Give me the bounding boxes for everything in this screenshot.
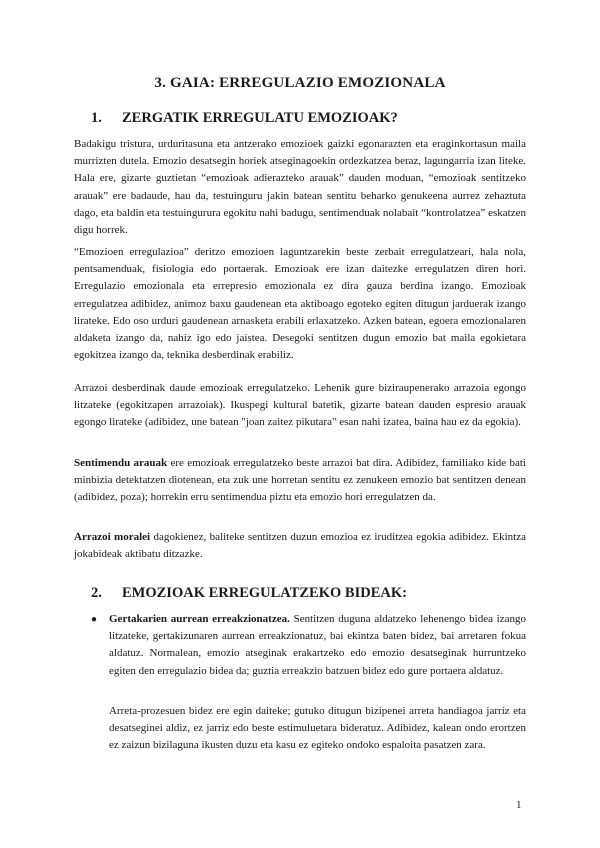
paragraph-4-bold: Sentimendu arauak: [74, 457, 168, 469]
section-1-heading: [91, 110, 398, 127]
paragraph-4-text: ere emozioak erregulatzeko beste arrazoi bat dira. Adibidez, familiako kide bati minbizia detektatzen diotenean, eta zuk une horretan sentitu ez zenukeen emozio bat sentitzen denean (adibidez, poza); horrekin erru sentimendua piztu eta emozio hori erregulatzen da.: [74, 457, 526, 504]
section-2-title: EMOZIOAK ERREGULATZEKO BIDEAK:: [122, 585, 407, 601]
bullet-1: [109, 611, 526, 680]
paragraph-2: “Emozioen erregulazioa” deritzo emozioen laguntzarekin beste zerbait erregulatzeari, hala nola, pentsamenduak, fisiologia edo portaerak. Emozioak ere izan daitezke erregulatzen diren hori. Erregulazio emozionala eta errepresio emozionala ez dira gauza berdina izango. Emozioak erregulatzea adibidez, animoz baxu gaudenean eta aktiboago egoteko egiten ditugun jarduerak izango lirateke. Edo oso urduri gaudenean arnasketa erabili erlaxatzeko. Azken batean, egoera emozionalaren aldaketa izango da, nahiz igo edo jaistea. Desegoki sentitzen dugun emozio bat maila egokietara egokitzea izango da, teknika desberdinak erabiliz.: [74, 246, 526, 362]
bullet-icon: ●: [91, 614, 98, 625]
paragraph-5: [74, 529, 526, 563]
paragraph-1: Badakigu tristura, urduritasuna eta antzerako emozioek gaizki egonarazten eta eraginkortasun maila murrizten dutela. Emozio desatsegin horiek atseginagoekin ordezkatzea beraz, lagungarria izan liteke. Hala ere, gizarte guztietan “emozioak adierazteko arauak” dauden moduan, “emozioak sentitzeko arauak” ere badaude, hau da, testuinguru jakin batean sentitu beharko genukeena aurrez zehaztuta dago, eta baldin eta testuingurura egokitu nahi badugu, sentimenduak nolabait “kontrolatzea” eskatzen digu horrek.: [74, 138, 526, 237]
section-1-title: ZERGATIK ERREGULATU EMOZIOAK?: [122, 110, 398, 126]
section-2-number: 2.: [91, 585, 102, 601]
bullet-1-text: Sentitzen duguna aldatzeko lehenengo bidea izango litzateke, gertakizunaren aurrean erreakzionatuz, bai ekintza baten bidez, bai arretaren fokua aldatuz. Normalean, emozio atseginak erakartzeko edo emozio desatseginak hurruntzeko egiten den erregulazio bidea da; guztia erreakzio batzuen bidez edo gure portaera aldatuz.: [109, 613, 526, 677]
paragraph-3-text: Arrazoi desberdinak daude emozioak erregulatzeko. Lehenik gure biziraupenerako arrazoia egongo litzateke (egokitzapen arrazoiak). Ikuspegi kultural batetik, gizarte batean dauden espresio arauak egongo lirateke (adibidez, une batean "joan zaitez pikutara" esan nahi izatea, baina hau ez da egokia).: [74, 382, 526, 429]
paragraph-4: [74, 455, 526, 507]
paragraph-3: [74, 380, 526, 432]
section-2-heading: [91, 585, 407, 602]
page-number: 1: [516, 799, 522, 811]
section-1-number: 1.: [91, 110, 102, 126]
paragraph-5-bold: Arrazoi moralei: [74, 531, 151, 543]
paragraph-5-text: dagokienez, baliteke sentitzen duzun emozioa ez iruditzea egokia adibidez. Ekintza jokabideak aktibatu ditzazke.: [74, 531, 526, 561]
bullet-1-paragraph-2: Arreta-prozesuen bidez ere egin daiteke; gutuko ditugun bizipenei arreta handiagoa jarriz eta desatseginei aldiz, ez jarriz edo beste estimuluetara bideratuz. Adibidez, kalean ondo erortzen ez zaizun bizilaguna ikusten duzu eta kasu ez egiteko ondoko espaloita pasatzen zara.: [109, 705, 526, 752]
bullet-1-bold: Gertakarien aurrean erreakzionatzea.: [109, 613, 290, 625]
page-title: 3. GAIA: ERREGULAZIO EMOZIONALA: [154, 75, 446, 91]
